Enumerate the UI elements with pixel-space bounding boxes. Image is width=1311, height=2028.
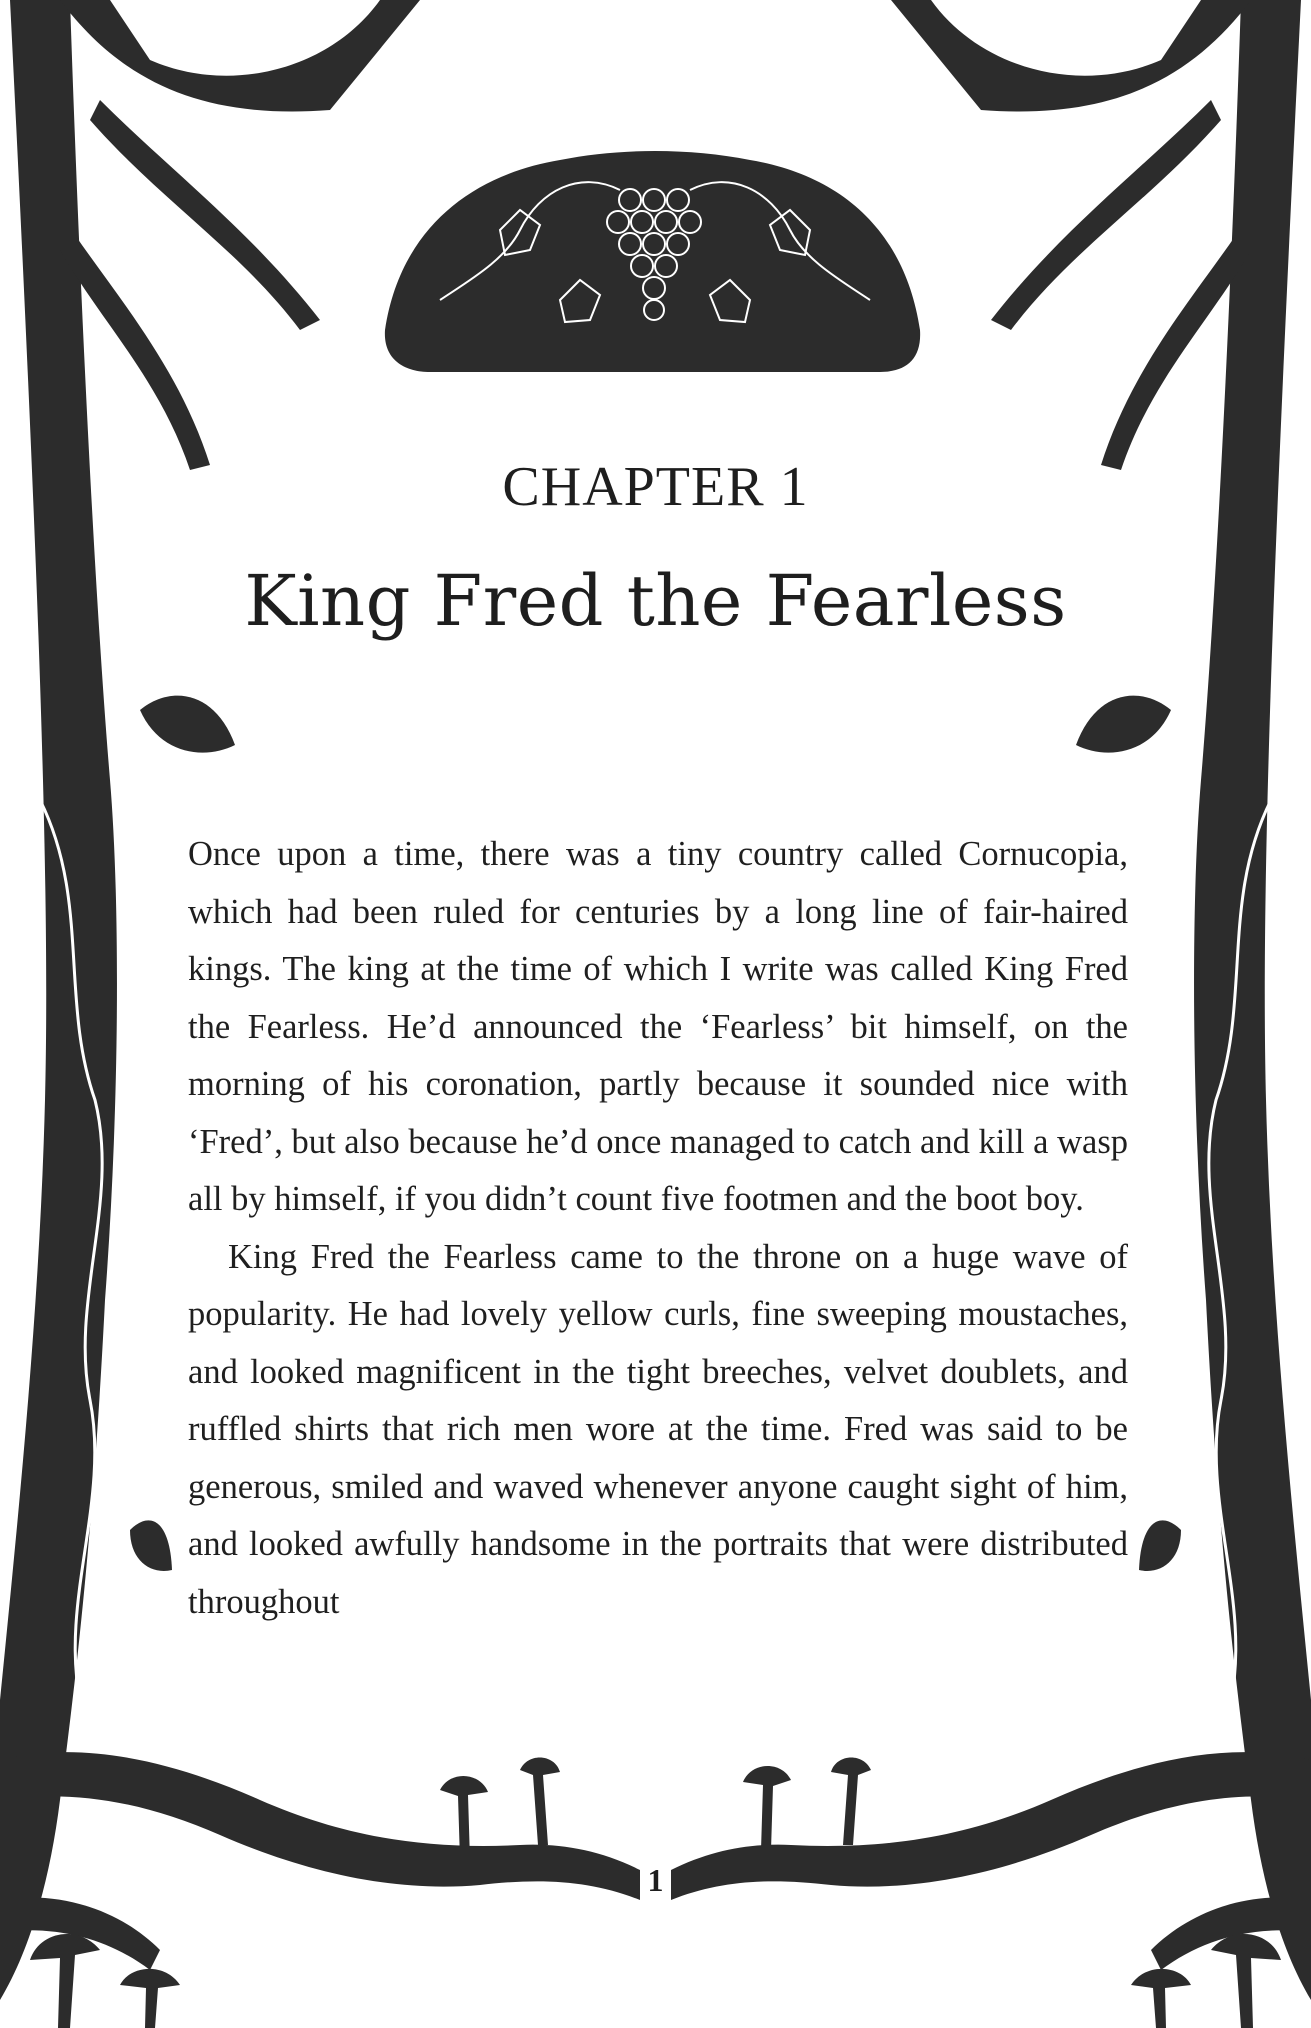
chapter-body-text [188, 826, 1128, 1631]
leaf-right [1076, 696, 1171, 753]
chapter-title: King Fred the Fearless [244, 560, 1067, 642]
paragraph-1: Once upon a time, there was a tiny country called Cornucopia, which had been ruled for centuries by a long line of fair-haired kings. The king at the time of which I write was called King Fred the Fearless. He’d announced the ‘Fearless’ bit himself, on the morning of his coronation, partly because it sounded nice with ‘Fred’, but also because he’d once managed to catch and kill a wasp all by himself, if you didn’t count five footmen and the boot boy. [188, 835, 1128, 1218]
chapter-number: CHAPTER 1 [502, 456, 809, 518]
mushroom-left-1 [30, 1934, 100, 2028]
leaf-right-lower [1139, 1520, 1181, 1571]
top-right-branches [891, 0, 1251, 470]
paragraph-2: King Fred the Fearless came to the throne on a huge wave of popularity. He had lovely yellow curls, fine sweeping moustaches, and looked magnificent in the tight breeches, velvet doublets, and ruffled shirts that rich men wore at the time. Fred was said to be generous, smiled and waved whenever anyone caught sight of him, and looked awfully handsome in the portraits that were distributed throughout [188, 1237, 1128, 1621]
mushroom-left-4 [520, 1757, 560, 1845]
page-number: 1 [647, 1862, 664, 1898]
top-left-branches [60, 0, 420, 470]
leaf-left [140, 696, 235, 753]
mushroom-left-2 [120, 1969, 180, 2028]
leaf-left-lower [130, 1520, 172, 1571]
mushroom-right-1 [1211, 1934, 1281, 2028]
mushroom-right-4 [831, 1757, 871, 1845]
mushroom-right-2 [1131, 1969, 1191, 2028]
mushroom-right-3 [743, 1766, 791, 1850]
